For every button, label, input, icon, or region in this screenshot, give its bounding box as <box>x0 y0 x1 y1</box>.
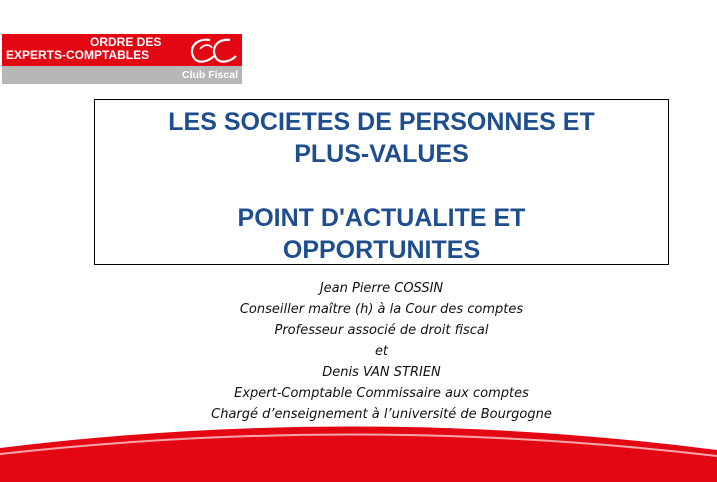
oec-club-fiscal-logo <box>2 34 242 84</box>
author-role-cossin: Professeur associé de droit fiscal <box>274 323 489 338</box>
subtitle-line-1: POINT D'ACTUALITE ET <box>237 204 526 232</box>
title-line-1: LES SOCIETES DE PERSONNES ET <box>168 108 595 136</box>
authors-block <box>94 278 669 425</box>
logo-red-band <box>2 34 242 66</box>
ec-monogram-icon <box>186 36 238 64</box>
author-name-van-strien: Denis VAN STRIEN <box>322 365 441 380</box>
bottom-red-curve <box>0 410 717 482</box>
title-box <box>94 99 669 265</box>
subtitle-line-2: OPPORTUNITES <box>282 236 481 264</box>
logo-line-ordre-des: ORDRE DES <box>90 35 162 49</box>
logo-grey-band <box>2 66 242 84</box>
author-name-cossin: Jean Pierre COSSIN <box>319 281 444 296</box>
author-title-van-strien: Expert-Comptable Commissaire aux comptes <box>234 386 529 401</box>
logo-line-experts-comptables: EXPERTS-COMPTABLES <box>6 48 150 62</box>
author-title-cossin: Conseiller maître (h) à la Cour des comptes <box>239 302 524 317</box>
logo-club-fiscal: Club Fiscal <box>181 69 238 81</box>
author-role-van-strien: Chargé d’enseignement à l’université de Bourgogne <box>211 407 552 422</box>
authors-conjunction: et <box>374 344 389 359</box>
title-line-2: PLUS-VALUES <box>294 140 469 168</box>
